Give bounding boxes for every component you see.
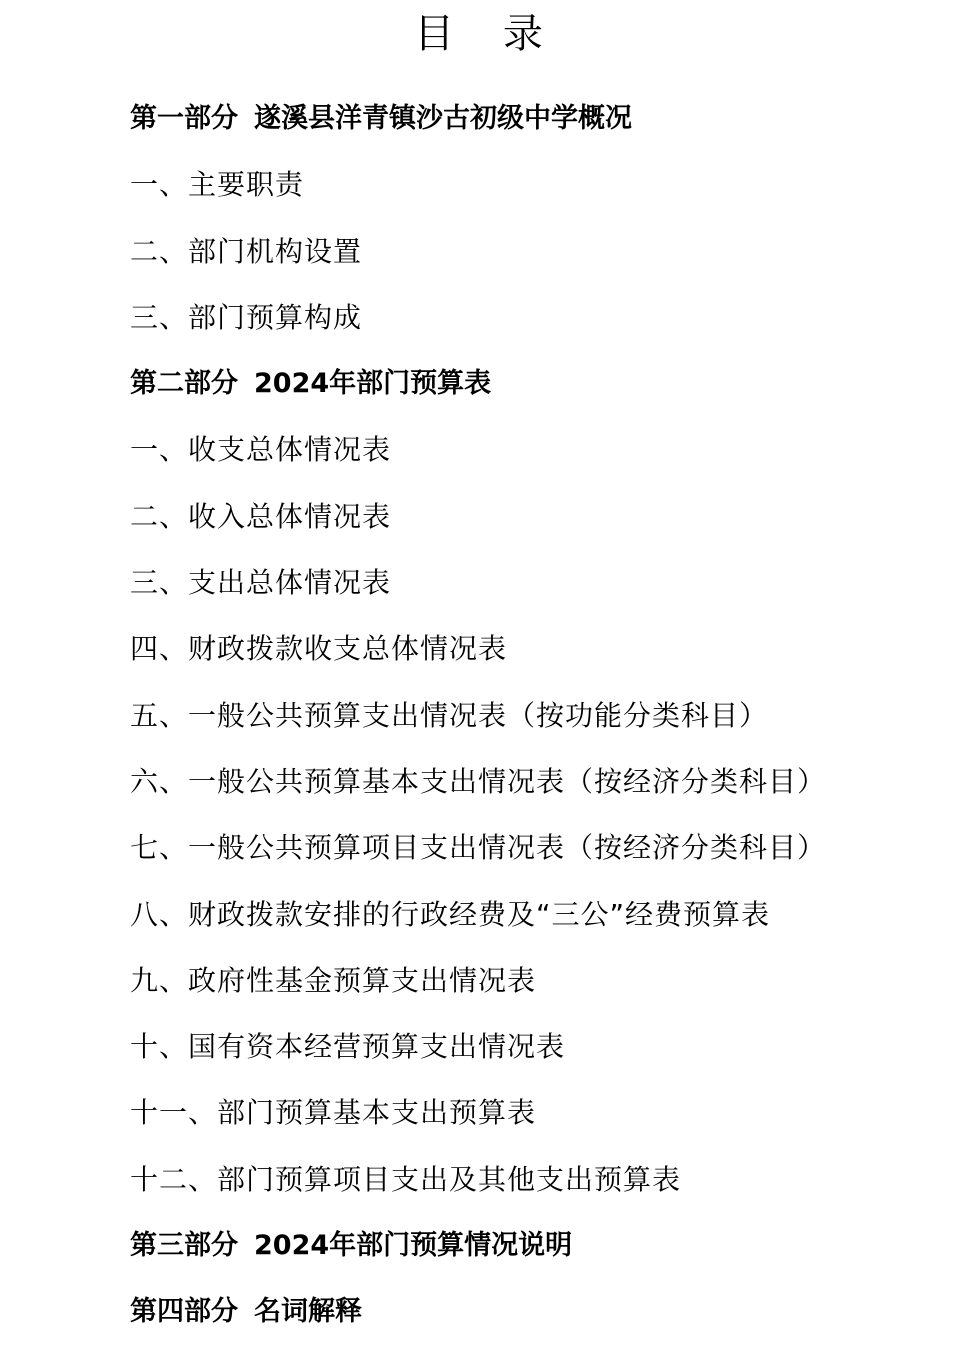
toc-item[interactable]: 三、部门预算构成 bbox=[130, 300, 363, 334]
toc-part-title: 2024年部门预算表 bbox=[254, 368, 492, 400]
toc-part-title: 名词解释 bbox=[254, 1296, 362, 1328]
toc-part-title: 2024年部门预算情况说明 bbox=[254, 1230, 573, 1262]
toc-item[interactable]: 四、财政拨款收支总体情况表 bbox=[130, 632, 508, 666]
toc-item[interactable]: 三、支出总体情况表 bbox=[130, 566, 392, 600]
toc-part-1[interactable] bbox=[130, 86, 930, 152]
toc-part-title: 遂溪县洋青镇沙古初级中学概况 bbox=[254, 103, 632, 134]
toc-item[interactable]: 二、收入总体情况表 bbox=[130, 499, 392, 533]
toc-item[interactable]: 九、政府性基金预算支出情况表 bbox=[130, 963, 537, 997]
toc-part-2[interactable] bbox=[130, 351, 930, 417]
toc-part-prefix: 第一部分 bbox=[130, 103, 238, 134]
toc-item[interactable]: 十二、部门预算项目支出及其他支出预算表 bbox=[130, 1162, 682, 1196]
toc-part-prefix: 第二部分 bbox=[130, 368, 238, 400]
toc-part-3[interactable] bbox=[130, 1213, 930, 1279]
toc-item[interactable]: 一、主要职责 bbox=[130, 168, 305, 202]
toc-item[interactable]: 二、部门机构设置 bbox=[130, 234, 363, 268]
toc-part-prefix: 第四部分 bbox=[130, 1296, 238, 1328]
toc-part-4[interactable] bbox=[130, 1279, 930, 1345]
toc-item[interactable]: 六、一般公共预算基本支出情况表（按经济分类科目） bbox=[130, 764, 827, 798]
table-of-contents bbox=[130, 86, 930, 1346]
toc-item[interactable]: 一、收支总体情况表 bbox=[130, 433, 392, 467]
page-title: 目 录 bbox=[414, 11, 561, 57]
toc-part-prefix: 第三部分 bbox=[130, 1230, 238, 1262]
toc-item[interactable]: 八、财政拨款安排的行政经费及“三公”经费预算表 bbox=[130, 897, 771, 931]
toc-item[interactable]: 五、一般公共预算支出情况表（按功能分类科目） bbox=[130, 698, 769, 732]
toc-item[interactable]: 七、一般公共预算项目支出情况表（按经济分类科目） bbox=[130, 831, 827, 865]
toc-item[interactable]: 十、国有资本经营预算支出情况表 bbox=[130, 1030, 566, 1064]
toc-item[interactable]: 十一、部门预算基本支出预算表 bbox=[130, 1096, 537, 1130]
